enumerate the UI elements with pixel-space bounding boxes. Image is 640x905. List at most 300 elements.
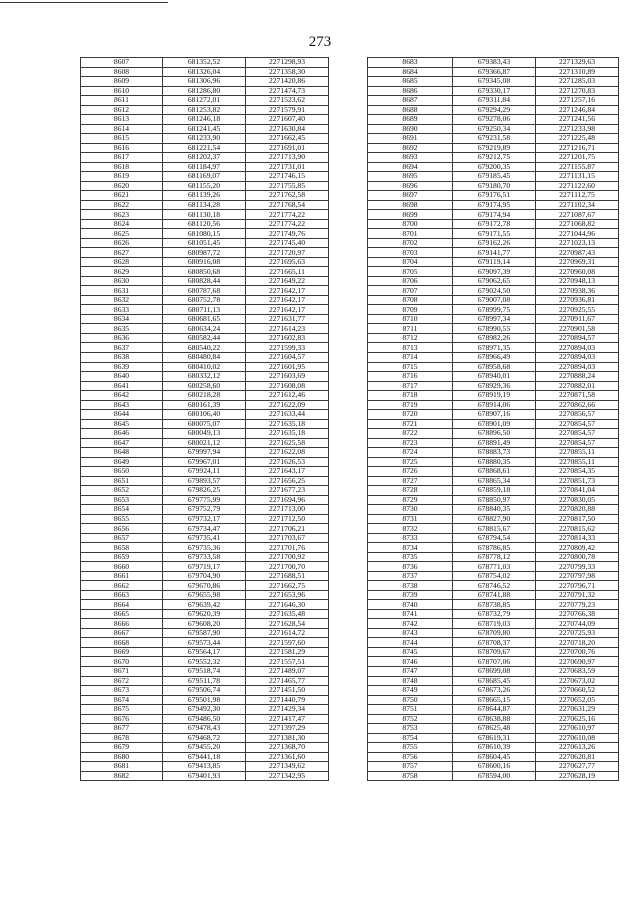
table-row <box>81 343 329 353</box>
x-coordinate-cell: 679752,79 <box>163 505 246 515</box>
point-number-cell: 8743 <box>368 628 453 638</box>
table-row <box>368 343 619 353</box>
point-number-cell: 8609 <box>81 77 163 87</box>
point-number-cell: 8659 <box>81 552 163 562</box>
point-number-cell: 8699 <box>368 210 453 220</box>
point-number-cell: 8625 <box>81 229 163 239</box>
y-coordinate-cell: 2270725,93 <box>536 628 619 638</box>
table-row <box>368 686 619 696</box>
table-row <box>81 286 329 296</box>
y-coordinate-cell: 2271285,03 <box>536 77 619 87</box>
point-number-cell: 8677 <box>81 724 163 734</box>
y-coordinate-cell: 2271102,34 <box>536 200 619 210</box>
table-row <box>368 543 619 553</box>
y-coordinate-cell: 2270901,58 <box>536 324 619 334</box>
point-number-cell: 8681 <box>81 762 163 772</box>
x-coordinate-cell: 679639,42 <box>163 600 246 610</box>
x-coordinate-cell: 679172,78 <box>453 219 536 229</box>
table-row <box>368 638 619 648</box>
x-coordinate-cell: 679062,65 <box>453 276 536 286</box>
table-row <box>81 143 329 153</box>
table-row <box>81 391 329 401</box>
y-coordinate-cell: 2270796,71 <box>536 581 619 591</box>
table-row <box>81 476 329 486</box>
point-number-cell: 8728 <box>368 486 453 496</box>
y-coordinate-cell: 2270856,57 <box>536 410 619 420</box>
y-coordinate-cell: 2271656,25 <box>246 476 329 486</box>
y-coordinate-cell: 2270673,02 <box>536 676 619 686</box>
table-row <box>81 305 329 315</box>
y-coordinate-cell: 2270841,04 <box>536 486 619 496</box>
y-coordinate-cell: 2271755,85 <box>246 181 329 191</box>
y-coordinate-cell: 2271068,82 <box>536 219 619 229</box>
y-coordinate-cell: 2270854,57 <box>536 438 619 448</box>
x-coordinate-cell: 680258,60 <box>163 381 246 391</box>
point-number-cell: 8621 <box>81 191 163 201</box>
point-number-cell: 8702 <box>368 238 453 248</box>
point-number-cell: 8736 <box>368 562 453 572</box>
y-coordinate-cell: 2271581,29 <box>246 647 329 657</box>
table-row <box>368 67 619 77</box>
x-coordinate-cell: 679185,45 <box>453 172 536 182</box>
x-coordinate-cell: 678638,88 <box>453 714 536 724</box>
table-row <box>81 362 329 372</box>
x-coordinate-cell: 679655,98 <box>163 590 246 600</box>
point-number-cell: 8663 <box>81 590 163 600</box>
table-row <box>81 58 329 68</box>
x-coordinate-cell: 680787,68 <box>163 286 246 296</box>
point-number-cell: 8624 <box>81 219 163 229</box>
x-coordinate-cell: 679119,14 <box>453 257 536 267</box>
table-row <box>81 676 329 686</box>
x-coordinate-cell: 678619,31 <box>453 733 536 743</box>
table-row <box>368 695 619 705</box>
x-coordinate-cell: 678997,34 <box>453 314 536 324</box>
point-number-cell: 8647 <box>81 438 163 448</box>
y-coordinate-cell: 2271087,67 <box>536 210 619 220</box>
table-row <box>81 96 329 106</box>
point-number-cell: 8675 <box>81 705 163 715</box>
point-number-cell: 8700 <box>368 219 453 229</box>
point-number-cell: 8720 <box>368 410 453 420</box>
point-number-cell: 8756 <box>368 752 453 762</box>
point-number-cell: 8655 <box>81 514 163 524</box>
table-row <box>368 505 619 515</box>
y-coordinate-cell: 2271700,70 <box>246 562 329 572</box>
point-number-cell: 8658 <box>81 543 163 553</box>
table-row <box>368 486 619 496</box>
table-row <box>368 714 619 724</box>
table-row <box>81 581 329 591</box>
x-coordinate-cell: 680410,02 <box>163 362 246 372</box>
x-coordinate-cell: 679670,86 <box>163 581 246 591</box>
point-number-cell: 8626 <box>81 238 163 248</box>
x-coordinate-cell: 678919,19 <box>453 391 536 401</box>
y-coordinate-cell: 2271246,84 <box>536 105 619 115</box>
point-number-cell: 8709 <box>368 305 453 315</box>
x-coordinate-cell: 679231,58 <box>453 134 536 144</box>
x-coordinate-cell: 681184,97 <box>163 162 246 172</box>
y-coordinate-cell: 2271626,53 <box>246 457 329 467</box>
y-coordinate-cell: 2271601,95 <box>246 362 329 372</box>
table-row <box>368 647 619 657</box>
table-row <box>81 352 329 362</box>
table-row <box>368 514 619 524</box>
point-number-cell: 8642 <box>81 391 163 401</box>
table-row <box>81 695 329 705</box>
table-row <box>81 267 329 277</box>
y-coordinate-cell: 2270791,32 <box>536 590 619 600</box>
y-coordinate-cell: 2271603,69 <box>246 372 329 382</box>
y-coordinate-cell: 2271745,40 <box>246 238 329 248</box>
y-coordinate-cell: 2271746,15 <box>246 172 329 182</box>
y-coordinate-cell: 2270613,26 <box>536 743 619 753</box>
y-coordinate-cell: 2270797,98 <box>536 571 619 581</box>
x-coordinate-cell: 679735,36 <box>163 543 246 553</box>
point-number-cell: 8745 <box>368 647 453 657</box>
point-number-cell: 8718 <box>368 391 453 401</box>
point-number-cell: 8701 <box>368 229 453 239</box>
y-coordinate-cell: 2271762,58 <box>246 191 329 201</box>
x-coordinate-cell: 678880,35 <box>453 457 536 467</box>
x-coordinate-cell: 678754,02 <box>453 571 536 581</box>
x-coordinate-cell: 678940,01 <box>453 372 536 382</box>
point-number-cell: 8730 <box>368 505 453 515</box>
x-coordinate-cell: 679924,11 <box>163 467 246 477</box>
x-coordinate-cell: 679506,74 <box>163 686 246 696</box>
y-coordinate-cell: 2270854,57 <box>536 419 619 429</box>
point-number-cell: 8680 <box>81 752 163 762</box>
point-number-cell: 8754 <box>368 733 453 743</box>
x-coordinate-cell: 679219,89 <box>453 143 536 153</box>
y-coordinate-cell: 2271579,91 <box>246 105 329 115</box>
x-coordinate-cell: 680681,65 <box>163 314 246 324</box>
x-coordinate-cell: 678815,67 <box>453 524 536 534</box>
y-coordinate-cell: 2270960,08 <box>536 267 619 277</box>
table-row <box>81 153 329 163</box>
y-coordinate-cell: 2270799,33 <box>536 562 619 572</box>
point-number-cell: 8712 <box>368 333 453 343</box>
point-number-cell: 8665 <box>81 609 163 619</box>
point-number-cell: 8636 <box>81 333 163 343</box>
x-coordinate-cell: 679733,58 <box>163 552 246 562</box>
x-coordinate-cell: 678708,37 <box>453 638 536 648</box>
y-coordinate-cell: 2271649,22 <box>246 276 329 286</box>
point-number-cell: 8660 <box>81 562 163 572</box>
point-number-cell: 8623 <box>81 210 163 220</box>
table-row <box>81 372 329 382</box>
table-row <box>81 248 329 258</box>
x-coordinate-cell: 678827,90 <box>453 514 536 524</box>
table-row <box>81 276 329 286</box>
y-coordinate-cell: 2271233,98 <box>536 124 619 134</box>
table-row <box>81 115 329 125</box>
x-coordinate-cell: 679468,72 <box>163 733 246 743</box>
y-coordinate-cell: 2271662,45 <box>246 134 329 144</box>
table-row <box>81 86 329 96</box>
x-coordinate-cell: 680752,78 <box>163 295 246 305</box>
y-coordinate-cell: 2270610,08 <box>536 733 619 743</box>
table-row <box>81 495 329 505</box>
point-number-cell: 8704 <box>368 257 453 267</box>
y-coordinate-cell: 2271599,33 <box>246 343 329 353</box>
x-coordinate-cell: 678709,80 <box>453 628 536 638</box>
table-row <box>81 295 329 305</box>
y-coordinate-cell: 2270862,66 <box>536 400 619 410</box>
point-number-cell: 8670 <box>81 657 163 667</box>
point-number-cell: 8671 <box>81 667 163 677</box>
table-row <box>81 229 329 239</box>
table-row <box>81 124 329 134</box>
point-number-cell: 8650 <box>81 467 163 477</box>
point-number-cell: 8613 <box>81 115 163 125</box>
x-coordinate-cell: 678907,16 <box>453 410 536 420</box>
y-coordinate-cell: 2271361,60 <box>246 752 329 762</box>
point-number-cell: 8732 <box>368 524 453 534</box>
table-row <box>368 143 619 153</box>
table-row <box>368 295 619 305</box>
y-coordinate-cell: 2271662,75 <box>246 581 329 591</box>
table-row <box>81 657 329 667</box>
point-number-cell: 8746 <box>368 657 453 667</box>
table-row <box>368 533 619 543</box>
x-coordinate-cell: 678840,35 <box>453 505 536 515</box>
table-row <box>368 305 619 315</box>
y-coordinate-cell: 2271607,40 <box>246 115 329 125</box>
y-coordinate-cell: 2270779,23 <box>536 600 619 610</box>
point-number-cell: 8707 <box>368 286 453 296</box>
y-coordinate-cell: 2271677,23 <box>246 486 329 496</box>
table-row <box>368 77 619 87</box>
point-number-cell: 8708 <box>368 295 453 305</box>
table-row <box>368 238 619 248</box>
point-number-cell: 8716 <box>368 372 453 382</box>
point-number-cell: 8683 <box>368 58 453 68</box>
x-coordinate-cell: 681221,54 <box>163 143 246 153</box>
x-coordinate-cell: 678685,45 <box>453 676 536 686</box>
point-number-cell: 8645 <box>81 419 163 429</box>
table-row <box>368 153 619 163</box>
y-coordinate-cell: 2271310,89 <box>536 67 619 77</box>
point-number-cell: 8638 <box>81 352 163 362</box>
x-coordinate-cell: 680828,44 <box>163 276 246 286</box>
table-row <box>81 609 329 619</box>
point-number-cell: 8610 <box>81 86 163 96</box>
point-number-cell: 8685 <box>368 77 453 87</box>
point-number-cell: 8753 <box>368 724 453 734</box>
table-row <box>368 162 619 172</box>
y-coordinate-cell: 2270938,36 <box>536 286 619 296</box>
point-number-cell: 8735 <box>368 552 453 562</box>
point-number-cell: 8697 <box>368 191 453 201</box>
y-coordinate-cell: 2270894,03 <box>536 362 619 372</box>
table-row <box>81 324 329 334</box>
y-coordinate-cell: 2271713,90 <box>246 153 329 163</box>
y-coordinate-cell: 2270854,35 <box>536 467 619 477</box>
y-coordinate-cell: 2271622,09 <box>246 400 329 410</box>
y-coordinate-cell: 2271257,16 <box>536 96 619 106</box>
table-row <box>81 181 329 191</box>
table-row <box>368 105 619 115</box>
y-coordinate-cell: 2270925,55 <box>536 305 619 315</box>
y-coordinate-cell: 2271429,34 <box>246 705 329 715</box>
y-coordinate-cell: 2270911,67 <box>536 314 619 324</box>
table-row <box>368 419 619 429</box>
x-coordinate-cell: 678604,45 <box>453 752 536 762</box>
table-row <box>81 647 329 657</box>
point-number-cell: 8682 <box>81 771 163 781</box>
x-coordinate-cell: 680480,84 <box>163 352 246 362</box>
y-coordinate-cell: 2271216,71 <box>536 143 619 153</box>
point-number-cell: 8725 <box>368 457 453 467</box>
point-number-cell: 8674 <box>81 695 163 705</box>
point-number-cell: 8713 <box>368 343 453 353</box>
point-number-cell: 8672 <box>81 676 163 686</box>
point-number-cell: 8750 <box>368 695 453 705</box>
table-row <box>368 438 619 448</box>
table-row <box>368 257 619 267</box>
table-row <box>81 105 329 115</box>
x-coordinate-cell: 679200,35 <box>453 162 536 172</box>
point-number-cell: 8641 <box>81 381 163 391</box>
x-coordinate-cell: 678699,08 <box>453 667 536 677</box>
point-number-cell: 8633 <box>81 305 163 315</box>
y-coordinate-cell: 2271646,30 <box>246 600 329 610</box>
y-coordinate-cell: 2270809,42 <box>536 543 619 553</box>
x-coordinate-cell: 679294,29 <box>453 105 536 115</box>
x-coordinate-cell: 678966,49 <box>453 352 536 362</box>
x-coordinate-cell: 679180,70 <box>453 181 536 191</box>
x-coordinate-cell: 681253,82 <box>163 105 246 115</box>
table-row <box>368 667 619 677</box>
table-row <box>81 752 329 762</box>
y-coordinate-cell: 2271270,83 <box>536 86 619 96</box>
point-number-cell: 8694 <box>368 162 453 172</box>
x-coordinate-cell: 679608,20 <box>163 619 246 629</box>
table-row <box>81 314 329 324</box>
point-number-cell: 8727 <box>368 476 453 486</box>
x-coordinate-cell: 680021,12 <box>163 438 246 448</box>
x-coordinate-cell: 679486,50 <box>163 714 246 724</box>
x-coordinate-cell: 679704,90 <box>163 571 246 581</box>
point-number-cell: 8617 <box>81 153 163 163</box>
x-coordinate-cell: 681155,20 <box>163 181 246 191</box>
table-row <box>368 410 619 420</box>
x-coordinate-cell: 679564,17 <box>163 647 246 657</box>
table-row <box>368 590 619 600</box>
y-coordinate-cell: 2271703,67 <box>246 533 329 543</box>
point-number-cell: 8652 <box>81 486 163 496</box>
point-number-cell: 8687 <box>368 96 453 106</box>
x-coordinate-cell: 678741,88 <box>453 590 536 600</box>
x-coordinate-cell: 679097,39 <box>453 267 536 277</box>
point-number-cell: 8656 <box>81 524 163 534</box>
y-coordinate-cell: 2271604,57 <box>246 352 329 362</box>
x-coordinate-cell: 679007,08 <box>453 295 536 305</box>
point-number-cell: 8715 <box>368 362 453 372</box>
x-coordinate-cell: 679366,87 <box>453 67 536 77</box>
table-row <box>81 524 329 534</box>
y-coordinate-cell: 2271731,01 <box>246 162 329 172</box>
point-number-cell: 8662 <box>81 581 163 591</box>
x-coordinate-cell: 678778,12 <box>453 552 536 562</box>
table-row <box>368 219 619 229</box>
x-coordinate-cell: 680634,24 <box>163 324 246 334</box>
y-coordinate-cell: 2271451,50 <box>246 686 329 696</box>
table-row <box>368 628 619 638</box>
point-number-cell: 8692 <box>368 143 453 153</box>
y-coordinate-cell: 2271612,46 <box>246 391 329 401</box>
table-row <box>81 162 329 172</box>
x-coordinate-cell: 679212,75 <box>453 153 536 163</box>
x-coordinate-cell: 681241,45 <box>163 124 246 134</box>
point-number-cell: 8755 <box>368 743 453 753</box>
point-number-cell: 8723 <box>368 438 453 448</box>
x-coordinate-cell: 679278,06 <box>453 115 536 125</box>
table-row <box>368 562 619 572</box>
point-number-cell: 8690 <box>368 124 453 134</box>
x-coordinate-cell: 679735,41 <box>163 533 246 543</box>
point-number-cell: 8640 <box>81 372 163 382</box>
point-number-cell: 8666 <box>81 619 163 629</box>
point-number-cell: 8634 <box>81 314 163 324</box>
x-coordinate-cell: 679511,78 <box>163 676 246 686</box>
x-coordinate-cell: 681352,52 <box>163 58 246 68</box>
table-row <box>81 400 329 410</box>
point-number-cell: 8703 <box>368 248 453 258</box>
x-coordinate-cell: 679620,39 <box>163 609 246 619</box>
point-number-cell: 8668 <box>81 638 163 648</box>
y-coordinate-cell: 2270628,19 <box>536 771 619 781</box>
y-coordinate-cell: 2271602,83 <box>246 333 329 343</box>
point-number-cell: 8619 <box>81 172 163 182</box>
table-row <box>368 229 619 239</box>
y-coordinate-cell: 2271155,87 <box>536 162 619 172</box>
table-row <box>368 581 619 591</box>
x-coordinate-cell: 680582,44 <box>163 333 246 343</box>
table-row <box>368 86 619 96</box>
table-row <box>81 571 329 581</box>
point-number-cell: 8664 <box>81 600 163 610</box>
table-row <box>368 352 619 362</box>
x-coordinate-cell: 679573,44 <box>163 638 246 648</box>
y-coordinate-cell: 2271440,79 <box>246 695 329 705</box>
y-coordinate-cell: 2271628,54 <box>246 619 329 629</box>
point-number-cell: 8742 <box>368 619 453 629</box>
point-number-cell: 8679 <box>81 743 163 753</box>
x-coordinate-cell: 681169,07 <box>163 172 246 182</box>
point-number-cell: 8749 <box>368 686 453 696</box>
x-coordinate-cell: 680218,28 <box>163 391 246 401</box>
x-coordinate-cell: 680049,13 <box>163 429 246 439</box>
table-row <box>81 638 329 648</box>
point-number-cell: 8608 <box>81 67 163 77</box>
y-coordinate-cell: 2271489,07 <box>246 667 329 677</box>
x-coordinate-cell: 679501,98 <box>163 695 246 705</box>
y-coordinate-cell: 2270987,43 <box>536 248 619 258</box>
table-row <box>81 438 329 448</box>
x-coordinate-cell: 678709,67 <box>453 647 536 657</box>
x-coordinate-cell: 678665,15 <box>453 695 536 705</box>
table-row <box>81 381 329 391</box>
table-row <box>81 667 329 677</box>
y-coordinate-cell: 2271465,77 <box>246 676 329 686</box>
y-coordinate-cell: 2271608,08 <box>246 381 329 391</box>
x-coordinate-cell: 678786,85 <box>453 543 536 553</box>
table-row <box>81 429 329 439</box>
x-coordinate-cell: 680916,08 <box>163 257 246 267</box>
y-coordinate-cell: 2270820,88 <box>536 505 619 515</box>
